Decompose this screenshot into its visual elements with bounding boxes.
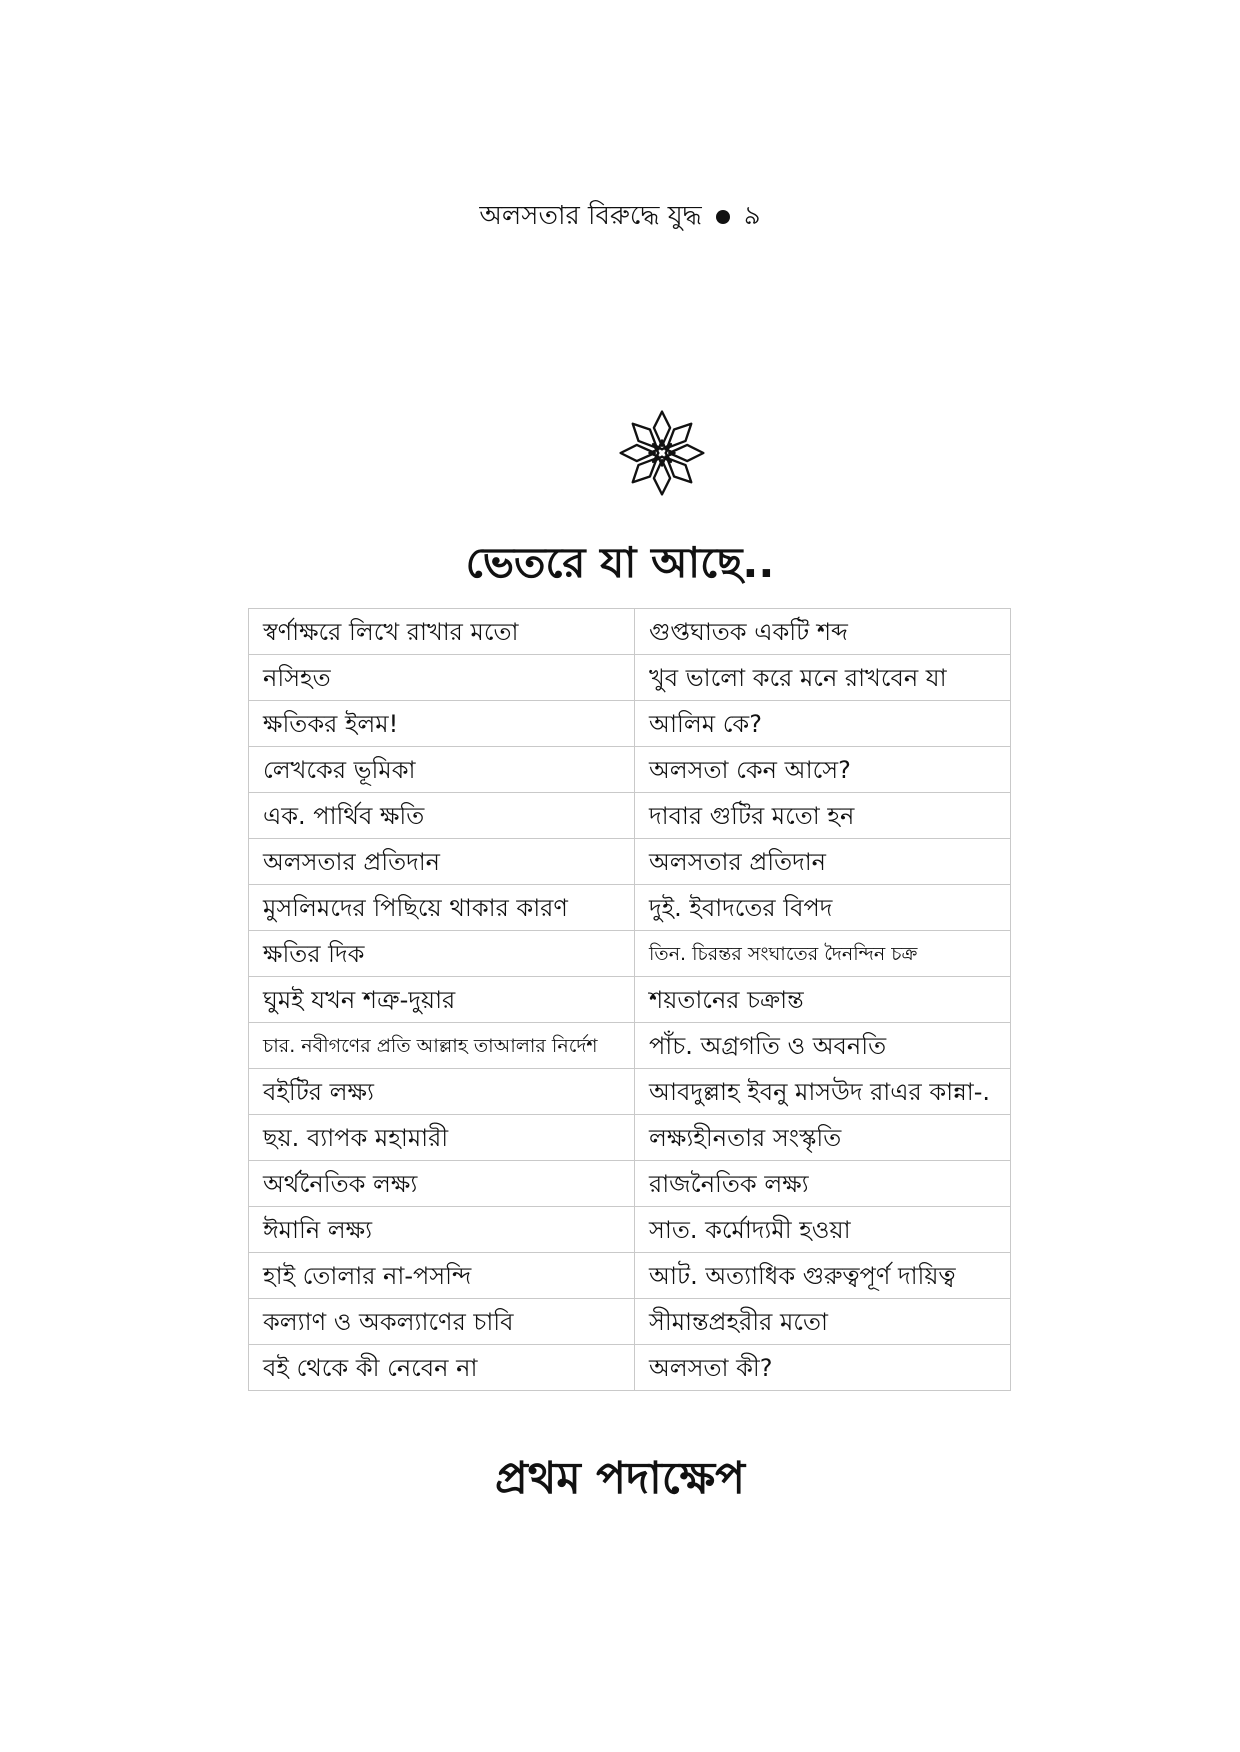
toc-title: ভেতরে যা আছে.. xyxy=(465,538,775,587)
running-title: অলসতার বিরুদ্ধে যুদ্ধ xyxy=(479,201,702,231)
toc-entry-right: শয়তানের চক্রান্ত xyxy=(635,977,1011,1023)
toc-entry-left: স্বর্ণাক্ষরে লিখে রাখার মতো xyxy=(249,609,635,655)
page-number: ৯ xyxy=(743,201,761,231)
toc-entry-left: ছয়. ব্যাপক মহামারী xyxy=(249,1115,635,1161)
toc-entry-right: দুই. ইবাদতের বিপদ xyxy=(635,885,1011,931)
running-header xyxy=(0,196,1240,236)
toc-row xyxy=(249,1069,1011,1115)
toc-entry-right: রাজনৈতিক লক্ষ্য xyxy=(635,1161,1011,1207)
toc-entry-left: ক্ষতির দিক xyxy=(249,931,635,977)
toc-row xyxy=(249,1299,1011,1345)
toc-entry-left: ঈমানি লক্ষ্য xyxy=(249,1207,635,1253)
toc-row xyxy=(249,655,1011,701)
toc-row xyxy=(249,1253,1011,1299)
toc-entry-left: অর্থনৈতিক লক্ষ্য xyxy=(249,1161,635,1207)
toc-row xyxy=(249,977,1011,1023)
toc-row xyxy=(249,1023,1011,1069)
toc-entry-right: অলসতা কেন আসে? xyxy=(635,747,1011,793)
toc-entry-right: আলিম কে? xyxy=(635,701,1011,747)
toc-entry-right: পাঁচ. অগ্রগতি ও অবনতি xyxy=(635,1023,1011,1069)
part-title: প্রথম পদাক্ষেপ xyxy=(494,1453,746,1504)
toc-entry-right: গুপ্তঘাতক একটি শব্দ xyxy=(635,609,1011,655)
toc-entry-right: সীমান্তপ্রহরীর মতো xyxy=(635,1299,1011,1345)
toc-row xyxy=(249,839,1011,885)
toc-entry-left: অলসতার প্রতিদান xyxy=(249,839,635,885)
toc-entry-left: হাই তোলার না-পসন্দি xyxy=(249,1253,635,1299)
toc-row xyxy=(249,885,1011,931)
toc-entry-right: অলসতা কী? xyxy=(635,1345,1011,1391)
toc-entry-right: আবদুল্লাহ ইবনু মাসউদ রাএর কান্না-. xyxy=(635,1069,1011,1115)
toc-entry-left: নসিহত xyxy=(249,655,635,701)
toc-row xyxy=(249,1161,1011,1207)
toc-entry-right: লক্ষ্যহীনতার সংস্কৃতি xyxy=(635,1115,1011,1161)
toc-entry-left: ঘুমই যখন শত্রু-দুয়ার xyxy=(249,977,635,1023)
octagram-flower-icon xyxy=(617,408,707,498)
bullet-separator-icon xyxy=(716,210,730,224)
toc-row xyxy=(249,1345,1011,1391)
toc-row xyxy=(249,931,1011,977)
toc-entry-left: ক্ষতিকর ইলম! xyxy=(249,701,635,747)
toc-entry-left: লেখকের ভূমিকা xyxy=(249,747,635,793)
toc-row xyxy=(249,747,1011,793)
toc-entry-right: খুব ভালো করে মনে রাখবেন যা xyxy=(635,655,1011,701)
toc-entry-right: আট. অত্যাধিক গুরুত্বপূর্ণ দায়িত্ব xyxy=(635,1253,1011,1299)
toc-entry-right: তিন. চিরন্তর সংঘাতের দৈনন্দিন চক্র xyxy=(635,931,1011,977)
toc-table xyxy=(248,608,1011,1391)
toc-row xyxy=(249,793,1011,839)
toc-entry-right: দাবার গুটির মতো হন xyxy=(635,793,1011,839)
toc-entry-left: বই থেকে কী নেবেন না xyxy=(249,1345,635,1391)
toc-row xyxy=(249,1115,1011,1161)
toc-entry-left: বইটির লক্ষ্য xyxy=(249,1069,635,1115)
toc-entry-left: এক. পার্থিব ক্ষতি xyxy=(249,793,635,839)
toc-entry-left: কল্যাণ ও অকল্যাণের চাবি xyxy=(249,1299,635,1345)
toc-row xyxy=(249,701,1011,747)
toc-entry-left: মুসলিমদের পিছিয়ে থাকার কারণ xyxy=(249,885,635,931)
toc-row xyxy=(249,1207,1011,1253)
toc-entry-right: সাত. কর্মোদ্যমী হওয়া xyxy=(635,1207,1011,1253)
toc-entry-right: অলসতার প্রতিদান xyxy=(635,839,1011,885)
toc-row xyxy=(249,609,1011,655)
toc-entry-left: চার. নবীগণের প্রতি আল্লাহ তাআলার নির্দেশ xyxy=(249,1023,635,1069)
